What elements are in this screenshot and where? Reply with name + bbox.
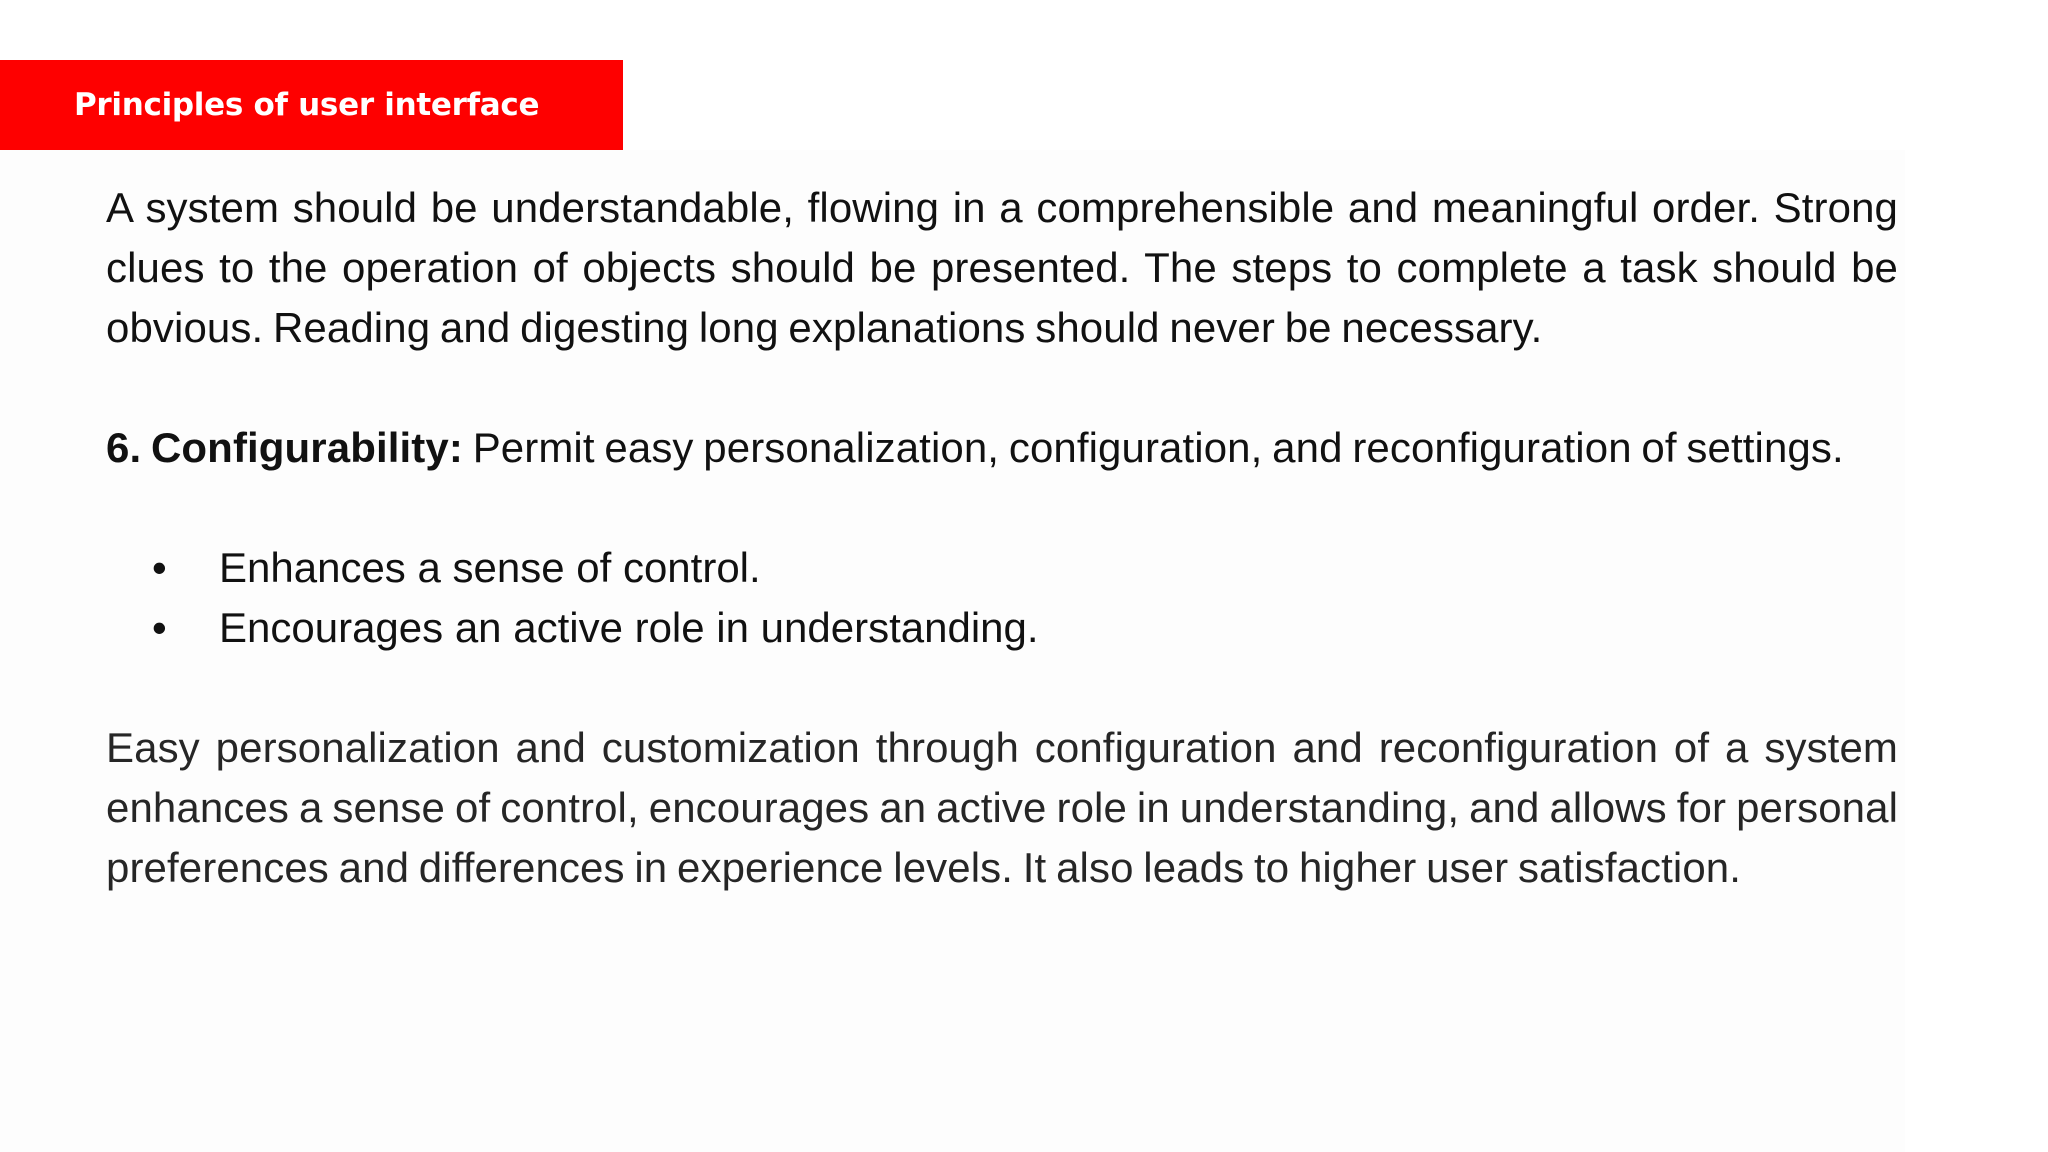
list-item xyxy=(106,538,1898,598)
principle-heading: 6. Configurability: xyxy=(106,424,463,471)
bullet-text: Enhances a sense of control. xyxy=(219,544,761,591)
spacer xyxy=(106,658,1898,718)
intro-paragraph: A system should be understandable, flowing in a comprehensible and meaningful order. Strong clues to the operation of objects should be presented. The steps to complete a task should be obvious. Reading and digesting long explanations should never be necessary. xyxy=(106,184,1898,351)
spacer xyxy=(106,478,1898,538)
slide-body xyxy=(106,178,1898,898)
bullet-icon: • xyxy=(152,604,167,651)
title-bar xyxy=(0,60,623,150)
principle-paragraph xyxy=(106,418,1898,478)
slide-title: Principles of user interface xyxy=(74,87,540,123)
closing-paragraph: Easy personalization and customization through configuration and reconfiguration of a system enhances a sense of control, encourages an active role in understanding, and allows for personal preferences and differences in experience levels. It also leads to higher user satisfaction. xyxy=(106,724,1898,891)
bullet-icon: • xyxy=(152,544,167,591)
bullet-list xyxy=(106,538,1898,658)
principle-description: Permit easy personalization, configuration, and reconfiguration of settings. xyxy=(472,424,1844,471)
list-item xyxy=(106,598,1898,658)
bullet-text: Encourages an active role in understanding. xyxy=(219,604,1039,651)
spacer xyxy=(106,358,1898,418)
